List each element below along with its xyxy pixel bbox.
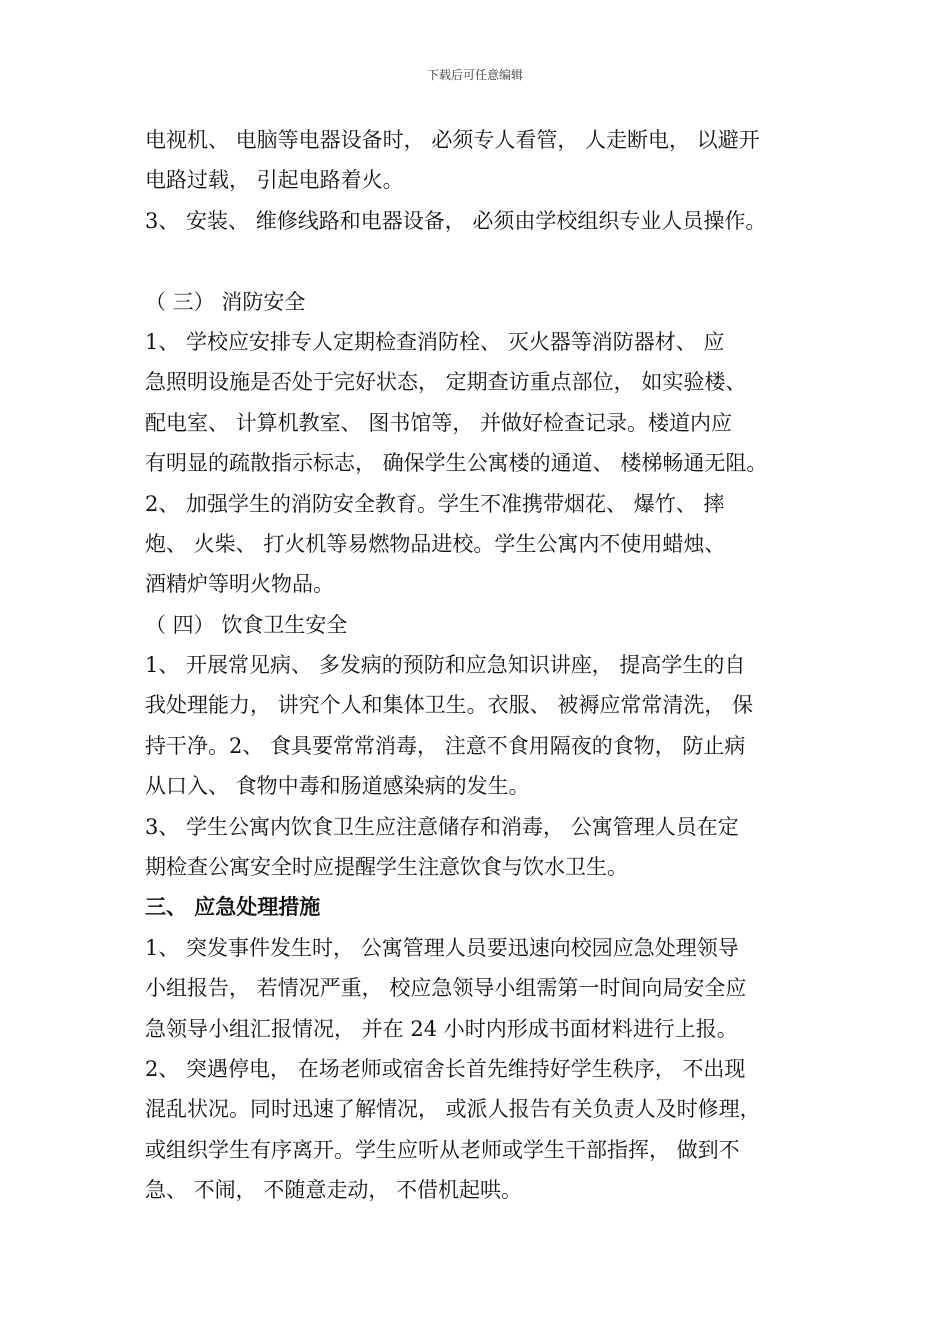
body-line: 1、 学校应安排专人定期检查消防栓、 灭火器等消防器材、 应 [145,329,725,354]
body-line: 急、 不闹， 不随意走动， 不借机起哄。 [145,1178,523,1203]
body-line: 小组报告， 若情况严重， 校应急领导小组需第一时间向局安全应 [145,976,747,1001]
body-line: 1、 开展常见病、 多发病的预防和应急知识讲座， 提高学生的自 [145,653,746,678]
page-header: 下载后可任意编辑 [426,68,523,82]
body-line: 配电室、 计算机教室、 图书馆等， 并做好检查记录。楼道内应 [145,410,733,435]
body-line: 3、 学生公寓内饮食卫生应注意储存和消毒， 公寓管理人员在定 [145,814,739,839]
blank-line [145,241,845,281]
document-body [145,120,845,1211]
body-line: 2、 突遇停电， 在场老师或宿舍长首先维持好学生秩序， 不出现 [145,1056,746,1081]
body-line: 1、 突发事件发生时， 公寓管理人员要迅速向校园应急处理领导 [145,935,739,960]
body-line: 或组织学生有序离开。学生应听从老师或学生干部指挥， 做到不 [145,1137,740,1162]
body-line: 持干净。2、 食具要常常消毒， 注意不食用隔夜的食物， 防止病 [145,733,746,758]
body-line: 电路过载， 引起电路着火。 [145,168,404,193]
body-line: 3、 安装、 维修线路和电器设备， 必须由学校组织专业人员操作。 [145,208,767,233]
body-line: 炮、 火柴、 打火机等易燃物品进校。学生公寓内不使用蜡烛、 [145,531,726,556]
section-heading-fire-safety: （ 三） 消防安全 [145,289,306,314]
body-line: 有明显的疏散指示标志， 确保学生公寓楼的通道、 楼梯畅通无阻。 [145,451,768,476]
body-line: 期检查公寓安全时应提醒学生注意饮食与饮水卫生。 [145,855,628,880]
body-line: 我处理能力， 讲究个人和集体卫生。衣服、 被褥应常常清洗， 保 [145,693,754,718]
body-line: 酒精炉等明火物品。 [145,572,334,597]
body-line: 电视机、 电脑等电器设备时， 必须专人看管， 人走断电， 以避开 [145,128,760,152]
body-line: 急照明设施是否处于完好状态， 定期查访重点部位， 如实验楼、 [145,370,747,395]
body-line: 从口入、 食物中毒和肠道感染病的发生。 [145,774,530,799]
body-line: 混乱状况。同时迅速了解情况， 或派人报告有关负责人及时修理， [145,1097,761,1122]
body-line: 急领导小组汇报情况， 并在 24 小时内形成书面材料进行上报。 [145,1016,738,1041]
body-line: 2、 加强学生的消防安全教育。学生不准携带烟花、 爆竹、 摔 [145,491,725,516]
section-heading-emergency: 三、 应急处理措施 [145,895,321,920]
section-heading-food-hygiene: （ 四） 饮食卫生安全 [145,612,348,637]
